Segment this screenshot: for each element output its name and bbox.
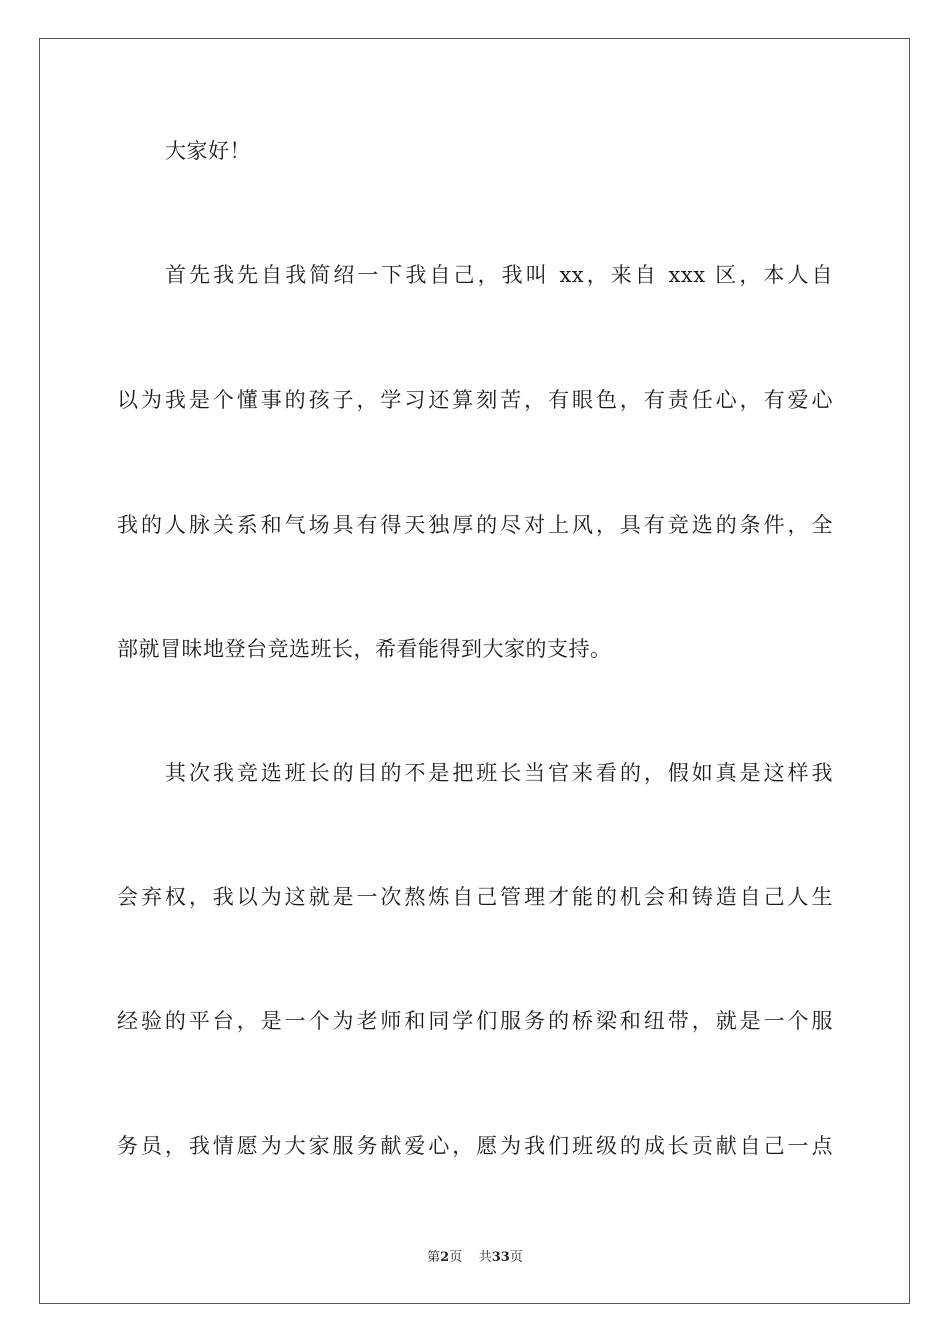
paragraph-2-line-4: 务员，我情愿为大家服务献爱心，愿为我们班级的成长贡献自己一点	[117, 1134, 833, 1158]
page-suffix: 页	[449, 1250, 463, 1265]
paragraph-1-line-1: 首先我先自我简绍一下我自己，我叫 xx，来自 xxx 区，本人自	[165, 263, 833, 287]
total-pages: 33	[491, 1250, 510, 1265]
paragraph-2-line-3: 经验的平台，是一个为老师和同学们服务的桥梁和纽带，就是一个服	[117, 1009, 833, 1033]
page-footer	[0, 1249, 950, 1267]
paragraph-2-line-1: 其次我竞选班长的目的不是把班长当官来看的，假如真是这样我	[165, 761, 833, 785]
page-number: 2	[440, 1250, 450, 1265]
total-prefix: 共	[478, 1250, 492, 1265]
paragraph-1-line-2: 以为我是个懂事的孩子，学习还算刻苦，有眼色，有责任心，有爱心	[117, 388, 833, 412]
total-suffix: 页	[509, 1250, 523, 1265]
paragraph-1-line-4: 部就冒昧地登台竞选班长，希看能得到大家的支持。	[117, 637, 612, 661]
paragraph-2-line-2: 会弃权，我以为这就是一次熬炼自己管理才能的机会和铸造自己人生	[117, 885, 833, 909]
page-prefix: 第	[427, 1250, 441, 1265]
page-border	[39, 38, 910, 1304]
greeting-line: 大家好！	[165, 139, 251, 163]
paragraph-1-line-3: 我的人脉关系和气场具有得天独厚的尽对上风，具有竞选的条件，全	[117, 513, 833, 537]
